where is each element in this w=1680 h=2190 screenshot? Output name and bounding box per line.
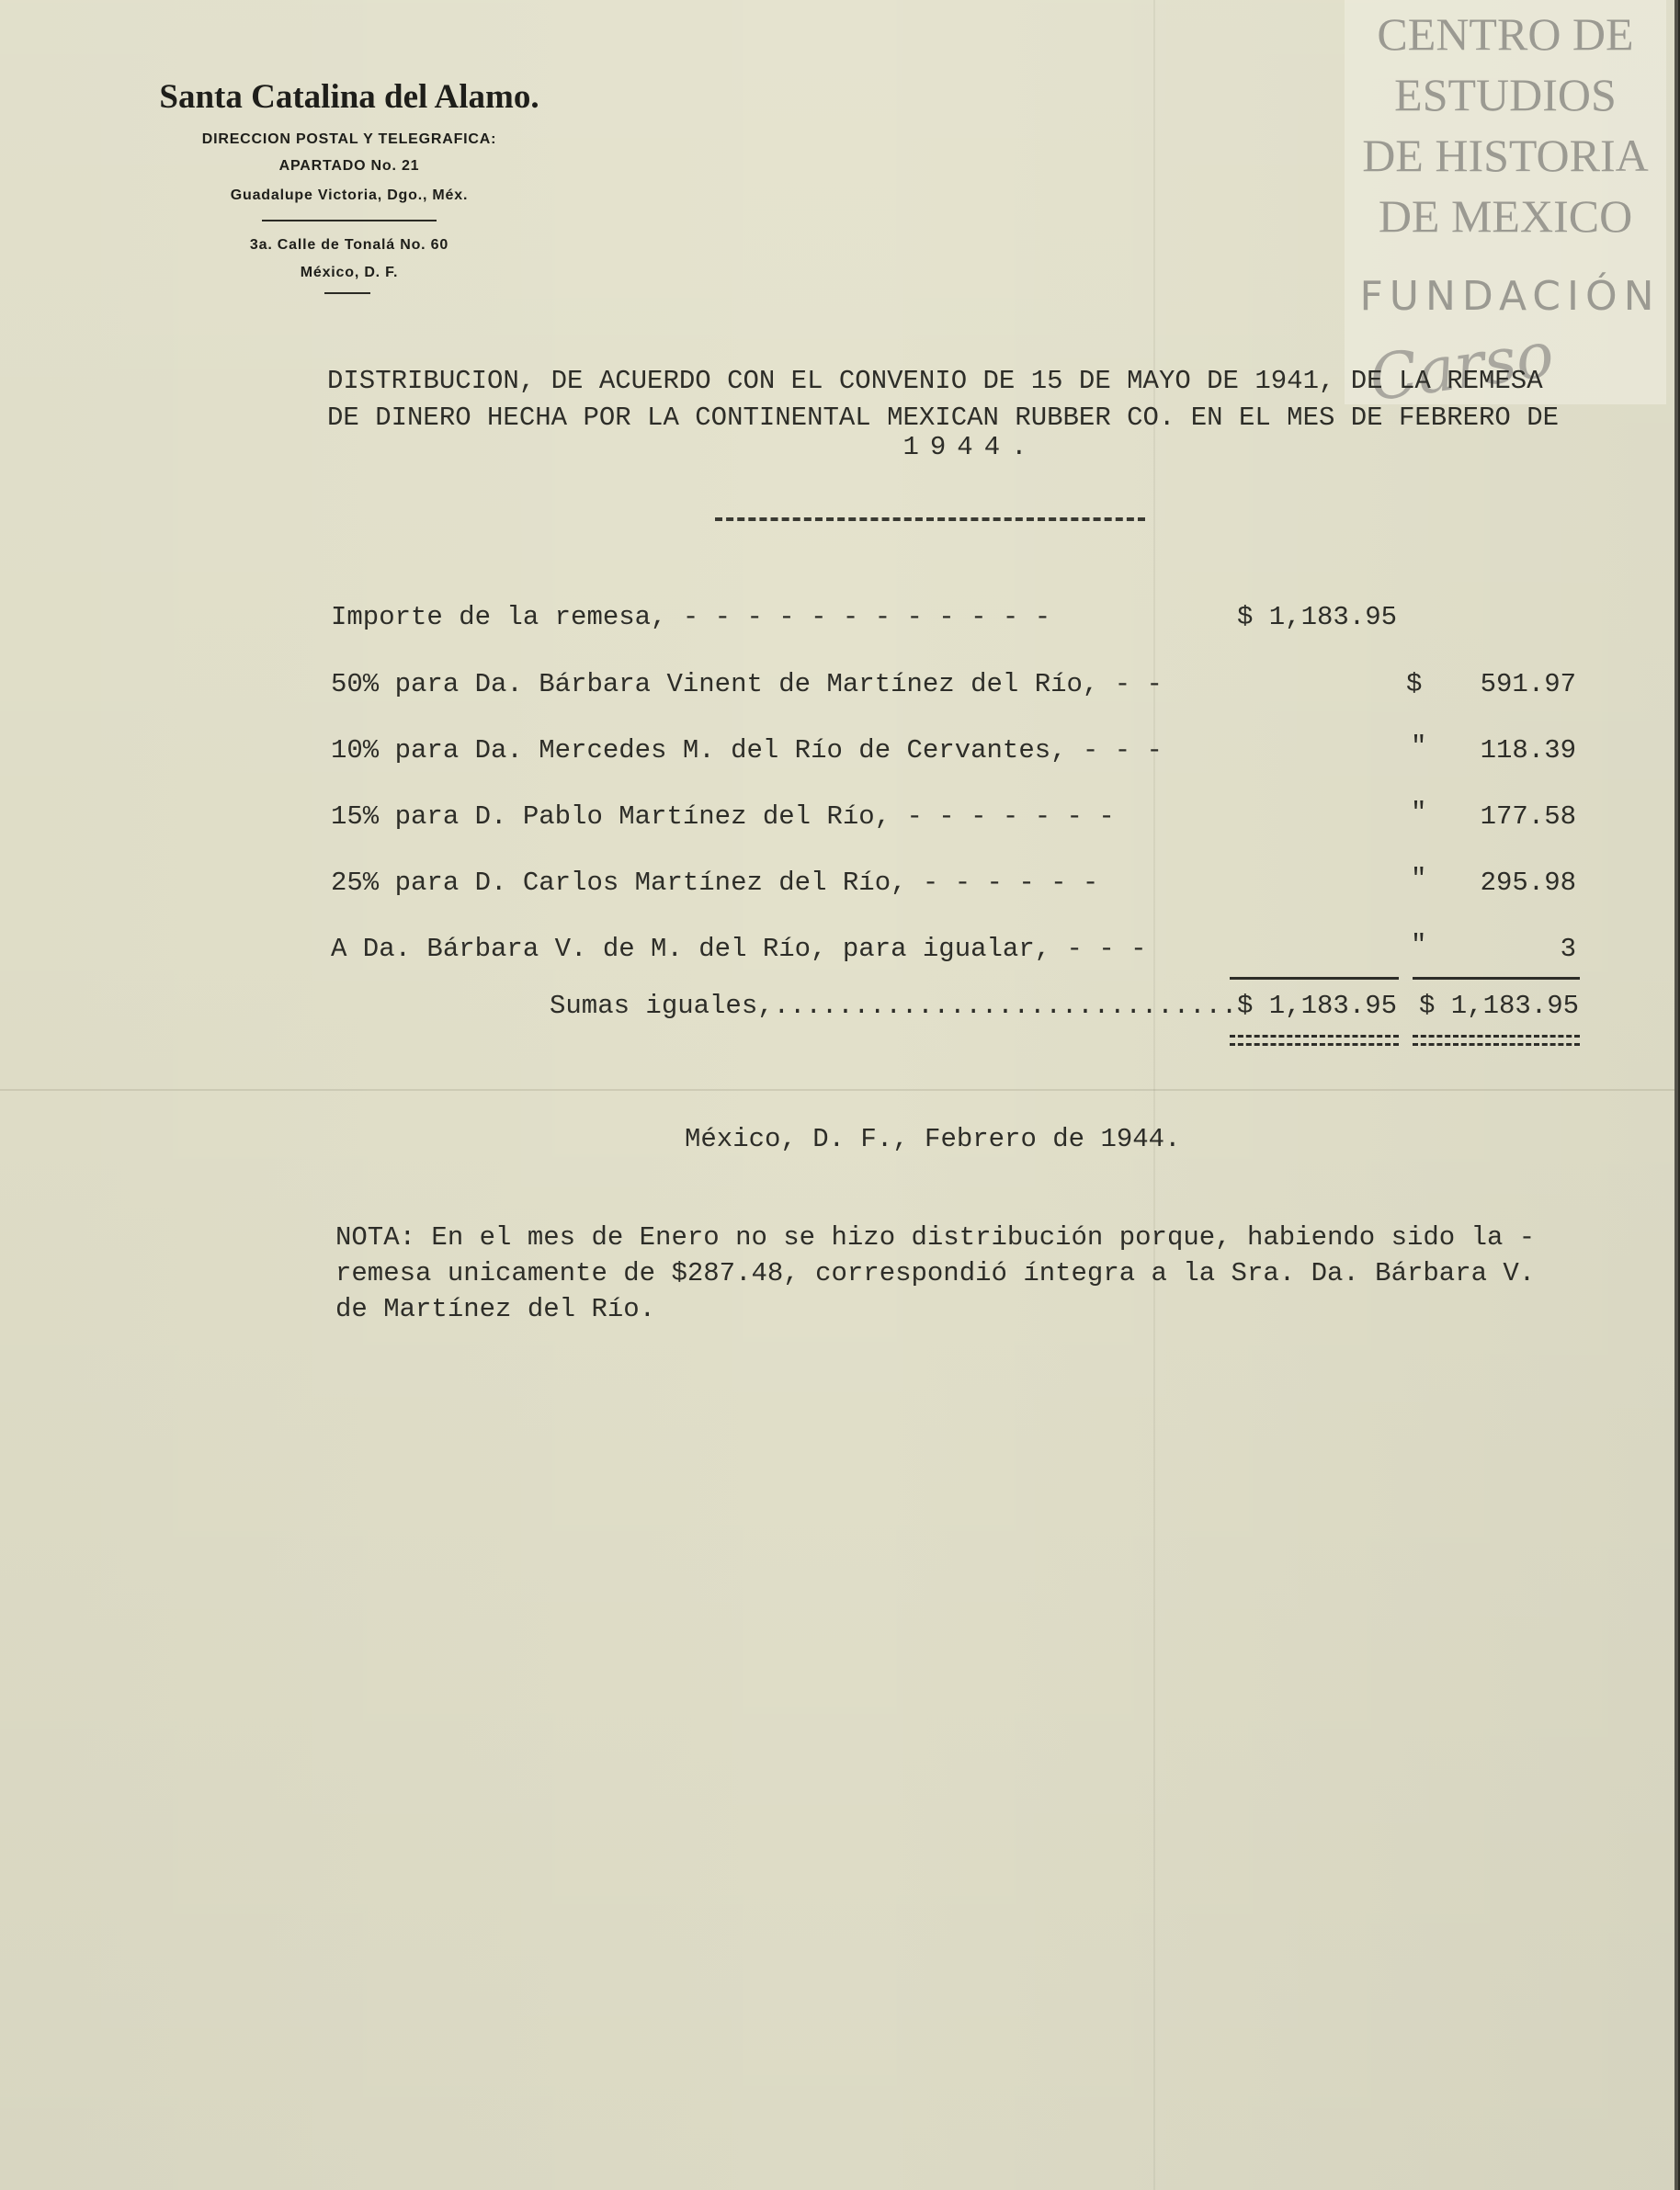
- stamp-line: CENTRO DE: [1377, 8, 1634, 60]
- title-line-1: DISTRIBUCION, DE ACUERDO CON EL CONVENIO DE 15 DE MAYO DE 1941, DE LA REMESA: [327, 366, 1543, 396]
- company-name: Santa Catalina del Alamo.: [159, 78, 539, 116]
- item-marker: ": [1411, 864, 1427, 894]
- item-label: 10% para Da. Mercedes M. del Río de Cervantes, - - -: [331, 735, 1163, 766]
- letterhead-line-postal: DIRECCION POSTAL Y TELEGRAFICA:: [201, 131, 497, 147]
- item-marker: ": [1411, 798, 1427, 828]
- letterhead-line-apartado: APARTADO No. 21: [278, 158, 420, 174]
- paper-fold-vertical: [1153, 0, 1155, 2190]
- paper-fold: [0, 1089, 1674, 1091]
- sum-label: Sumas iguales,.............................: [550, 991, 1238, 1021]
- letterhead-short-rule: [324, 292, 370, 294]
- item-marker: ": [1411, 930, 1427, 960]
- sum-double-rule-left: [1230, 1035, 1399, 1046]
- place-date: México, D. F., Febrero de 1944.: [685, 1124, 1181, 1154]
- sum-right-amount: $ 1,183.95: [1418, 991, 1579, 1021]
- stamp-line: DE HISTORIA: [1362, 130, 1649, 181]
- item-label: 50% para Da. Bárbara Vinent de Martínez del Río, - -: [331, 669, 1163, 699]
- note-line-2: remesa unicamente de $287.48, correspondió íntegra a la Sra. Da. Bárbara V.: [335, 1258, 1536, 1288]
- item-marker: $: [1406, 669, 1423, 699]
- item-amount: 118.39: [1480, 735, 1576, 766]
- sum-left-amount: $ 1,183.95: [1236, 991, 1397, 1021]
- stamp-foundation: FUNDACIÓN: [1359, 273, 1661, 320]
- total-amount: $ 1,183.95: [1236, 602, 1397, 632]
- stamp-line: ESTUDIOS: [1394, 69, 1617, 120]
- item-label: A Da. Bárbara V. de M. del Río, para igualar, - - -: [331, 934, 1147, 964]
- item-amount: 177.58: [1480, 801, 1576, 832]
- stamp-signature: Carso: [1365, 318, 1559, 416]
- title-dashed-rule: [715, 517, 1145, 521]
- sum-rule-right: [1413, 977, 1580, 980]
- item-amount: 295.98: [1480, 868, 1576, 898]
- letterhead-line-street: 3a. Calle de Tonalá No. 60: [249, 237, 449, 253]
- note-line-1: NOTA: En el mes de Enero no se hizo distribución porque, habiendo sido la -: [335, 1222, 1536, 1253]
- total-label: Importe de la remesa, - - - - - - - - - - - -: [331, 602, 1051, 632]
- sum-double-rule-right: [1413, 1035, 1580, 1046]
- item-marker: ": [1411, 732, 1427, 762]
- title-line-2: DE DINERO HECHA POR LA CONTINENTAL MEXICAN RUBBER CO. EN EL MES DE FEBRERO DE: [327, 403, 1560, 433]
- letterhead-line-city: Guadalupe Victoria, Dgo., Méx.: [230, 187, 469, 203]
- letterhead-divider: [262, 220, 437, 221]
- title-line-3: 1944.: [902, 432, 1039, 462]
- sum-rule-left: [1230, 977, 1399, 980]
- item-amount: 591.97: [1480, 669, 1576, 699]
- item-amount: 3: [1560, 934, 1576, 964]
- letterhead-line-mexico: México, D. F.: [300, 265, 399, 280]
- stamp-line: DE MEXICO: [1378, 190, 1633, 242]
- item-label: 25% para D. Carlos Martínez del Río, - - - - - -: [331, 868, 1099, 898]
- item-label: 15% para D. Pablo Martínez del Río, - - - - - - -: [331, 801, 1115, 832]
- note-line-3: de Martínez del Río.: [335, 1294, 656, 1324]
